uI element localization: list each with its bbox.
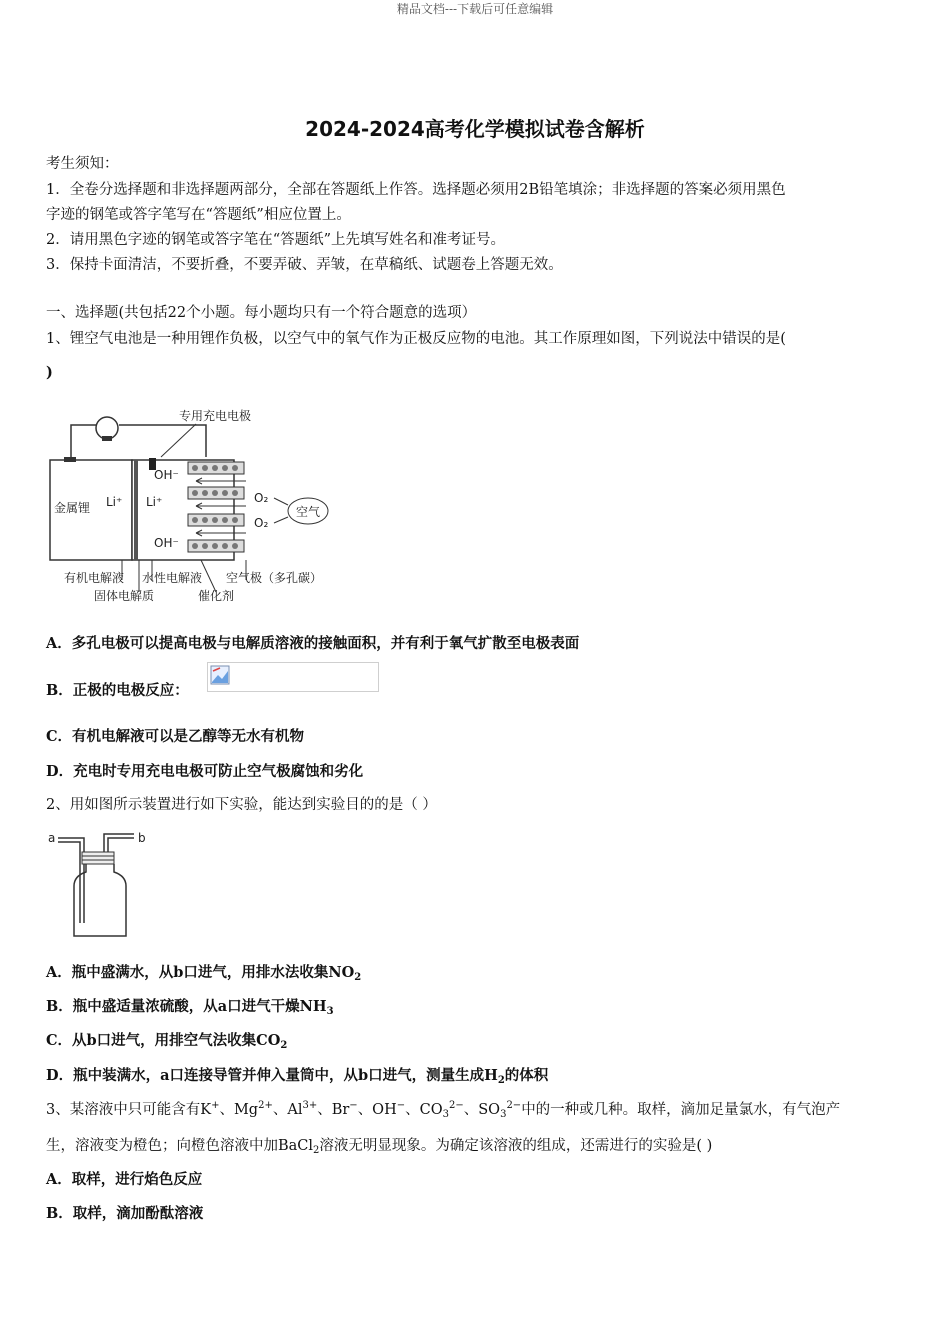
section-heading: 一、选择题(共包括22个小题。每小题均只有一个符合题意的选项） — [46, 305, 477, 321]
notice-item-3: 3．保持卡面清洁，不要折叠，不要弄破、弄皱，在草稿纸、试题卷上答题无效。 — [46, 257, 563, 273]
broken-image-icon — [210, 665, 232, 687]
q3-stem-line1: 3、某溶液中只可能含有K+、$Mg^{2+}$、$Al^{3+}$、Br−、OH−、$CO_3^{2-}$、$SO_3^{2-}$中的一种或几种。取样，滴加足量氯水，有气泡产 — [46, 1100, 841, 1120]
q2-option-d[interactable]: D．瓶中装满水，a口连接导管并伸入量筒中，从b口进气，测量生成$H_2$的体积 — [46, 1067, 549, 1086]
label-air-electrode: 空气极（多孔碳） — [226, 571, 323, 585]
label-solid-electrolyte: 固体电解质 — [94, 589, 155, 603]
q1-stem: 1、锂空气电池是一种用锂作负极，以空气中的氧气作为正极反应物的电池。其工作原理如图，下列说法中错误的是( — [46, 331, 786, 347]
q2-option-b[interactable]: B．瓶中盛适量浓硫酸，从a口进气干燥$NH_3$ — [46, 998, 334, 1017]
page-title: 2024-2024高考化学模拟试卷含解析 — [305, 117, 645, 141]
notice-heading: 考生须知： — [46, 156, 119, 172]
q1-option-d[interactable]: D．充电时专用充电电极可防止空气极腐蚀和劣化 — [46, 763, 364, 780]
battery-diagram — [46, 402, 346, 607]
label-oh-1: OH⁻ — [154, 468, 179, 482]
q2-option-a[interactable]: A．瓶中盛满水，从b口进气，用排水法收集$NO_2$ — [46, 964, 362, 983]
q2-option-c[interactable]: C．从b口进气，用排空气法收集$CO_2$ — [46, 1032, 288, 1051]
notice-item-1a: 1．全卷分选择题和非选择题两部分，全部在答题纸上作答。选择题必须用2B铅笔填涂；非选择题的答案必须用黑色 — [46, 182, 786, 198]
label-li-2: Li⁺ — [146, 495, 163, 509]
label-air: 空气 — [296, 505, 321, 519]
label-port-b: b — [138, 831, 146, 845]
label-oh-2: OH⁻ — [154, 536, 179, 550]
label-li-1: Li⁺ — [106, 495, 123, 509]
bulb-icon — [96, 417, 118, 439]
label-o2-1: O₂ — [254, 491, 269, 505]
page-header: 精品文档---下载后可任意编辑 — [396, 2, 554, 16]
q3-option-a[interactable]: A．取样，进行焰色反应 — [46, 1171, 203, 1188]
q1-stem-close: ) — [46, 364, 53, 381]
q3-stem-line2: 生，溶液变为橙色；向橙色溶液中加BaCl$_2$溶液无明显现象。为确定该溶液的组成，还需进行的实验是( ) — [46, 1138, 713, 1156]
broken-image-placeholder — [207, 662, 379, 692]
label-aqueous-electrolyte: 水性电解液 — [142, 571, 203, 585]
label-metal-li: 金属锂 — [54, 501, 91, 515]
gas-bottle-diagram — [46, 828, 156, 943]
label-charge-electrode: 专用充电电极 — [179, 409, 252, 423]
q1-option-b[interactable]: B．正极的电极反应： — [46, 682, 189, 699]
bottle-body — [74, 864, 126, 936]
solid-electrolyte — [134, 460, 138, 560]
label-port-a: a — [48, 831, 56, 845]
label-o2-2: O₂ — [254, 516, 269, 530]
label-organic-electrolyte: 有机电解液 — [64, 571, 125, 585]
notice-item-2: 2．请用黑色字迹的钢笔或答字笔在“答题纸”上先填写姓名和准考证号。 — [46, 232, 506, 248]
notice-item-1b: 字迹的钢笔或答字笔写在“答题纸”相应位置上。 — [46, 207, 351, 223]
q1-option-a[interactable]: A．多孔电极可以提高电极与电解质溶液的接触面积，并有利于氧气扩散至电极表面 — [46, 635, 580, 652]
q1-option-c[interactable]: C．有机电解液可以是乙醇等无水有机物 — [46, 728, 305, 745]
q3-option-b[interactable]: B．取样，滴加酚酞溶液 — [46, 1205, 204, 1222]
label-catalyst: 催化剂 — [198, 589, 235, 603]
q2-stem: 2、用如图所示装置进行如下实验，能达到实验目的的是（ ） — [46, 797, 437, 813]
